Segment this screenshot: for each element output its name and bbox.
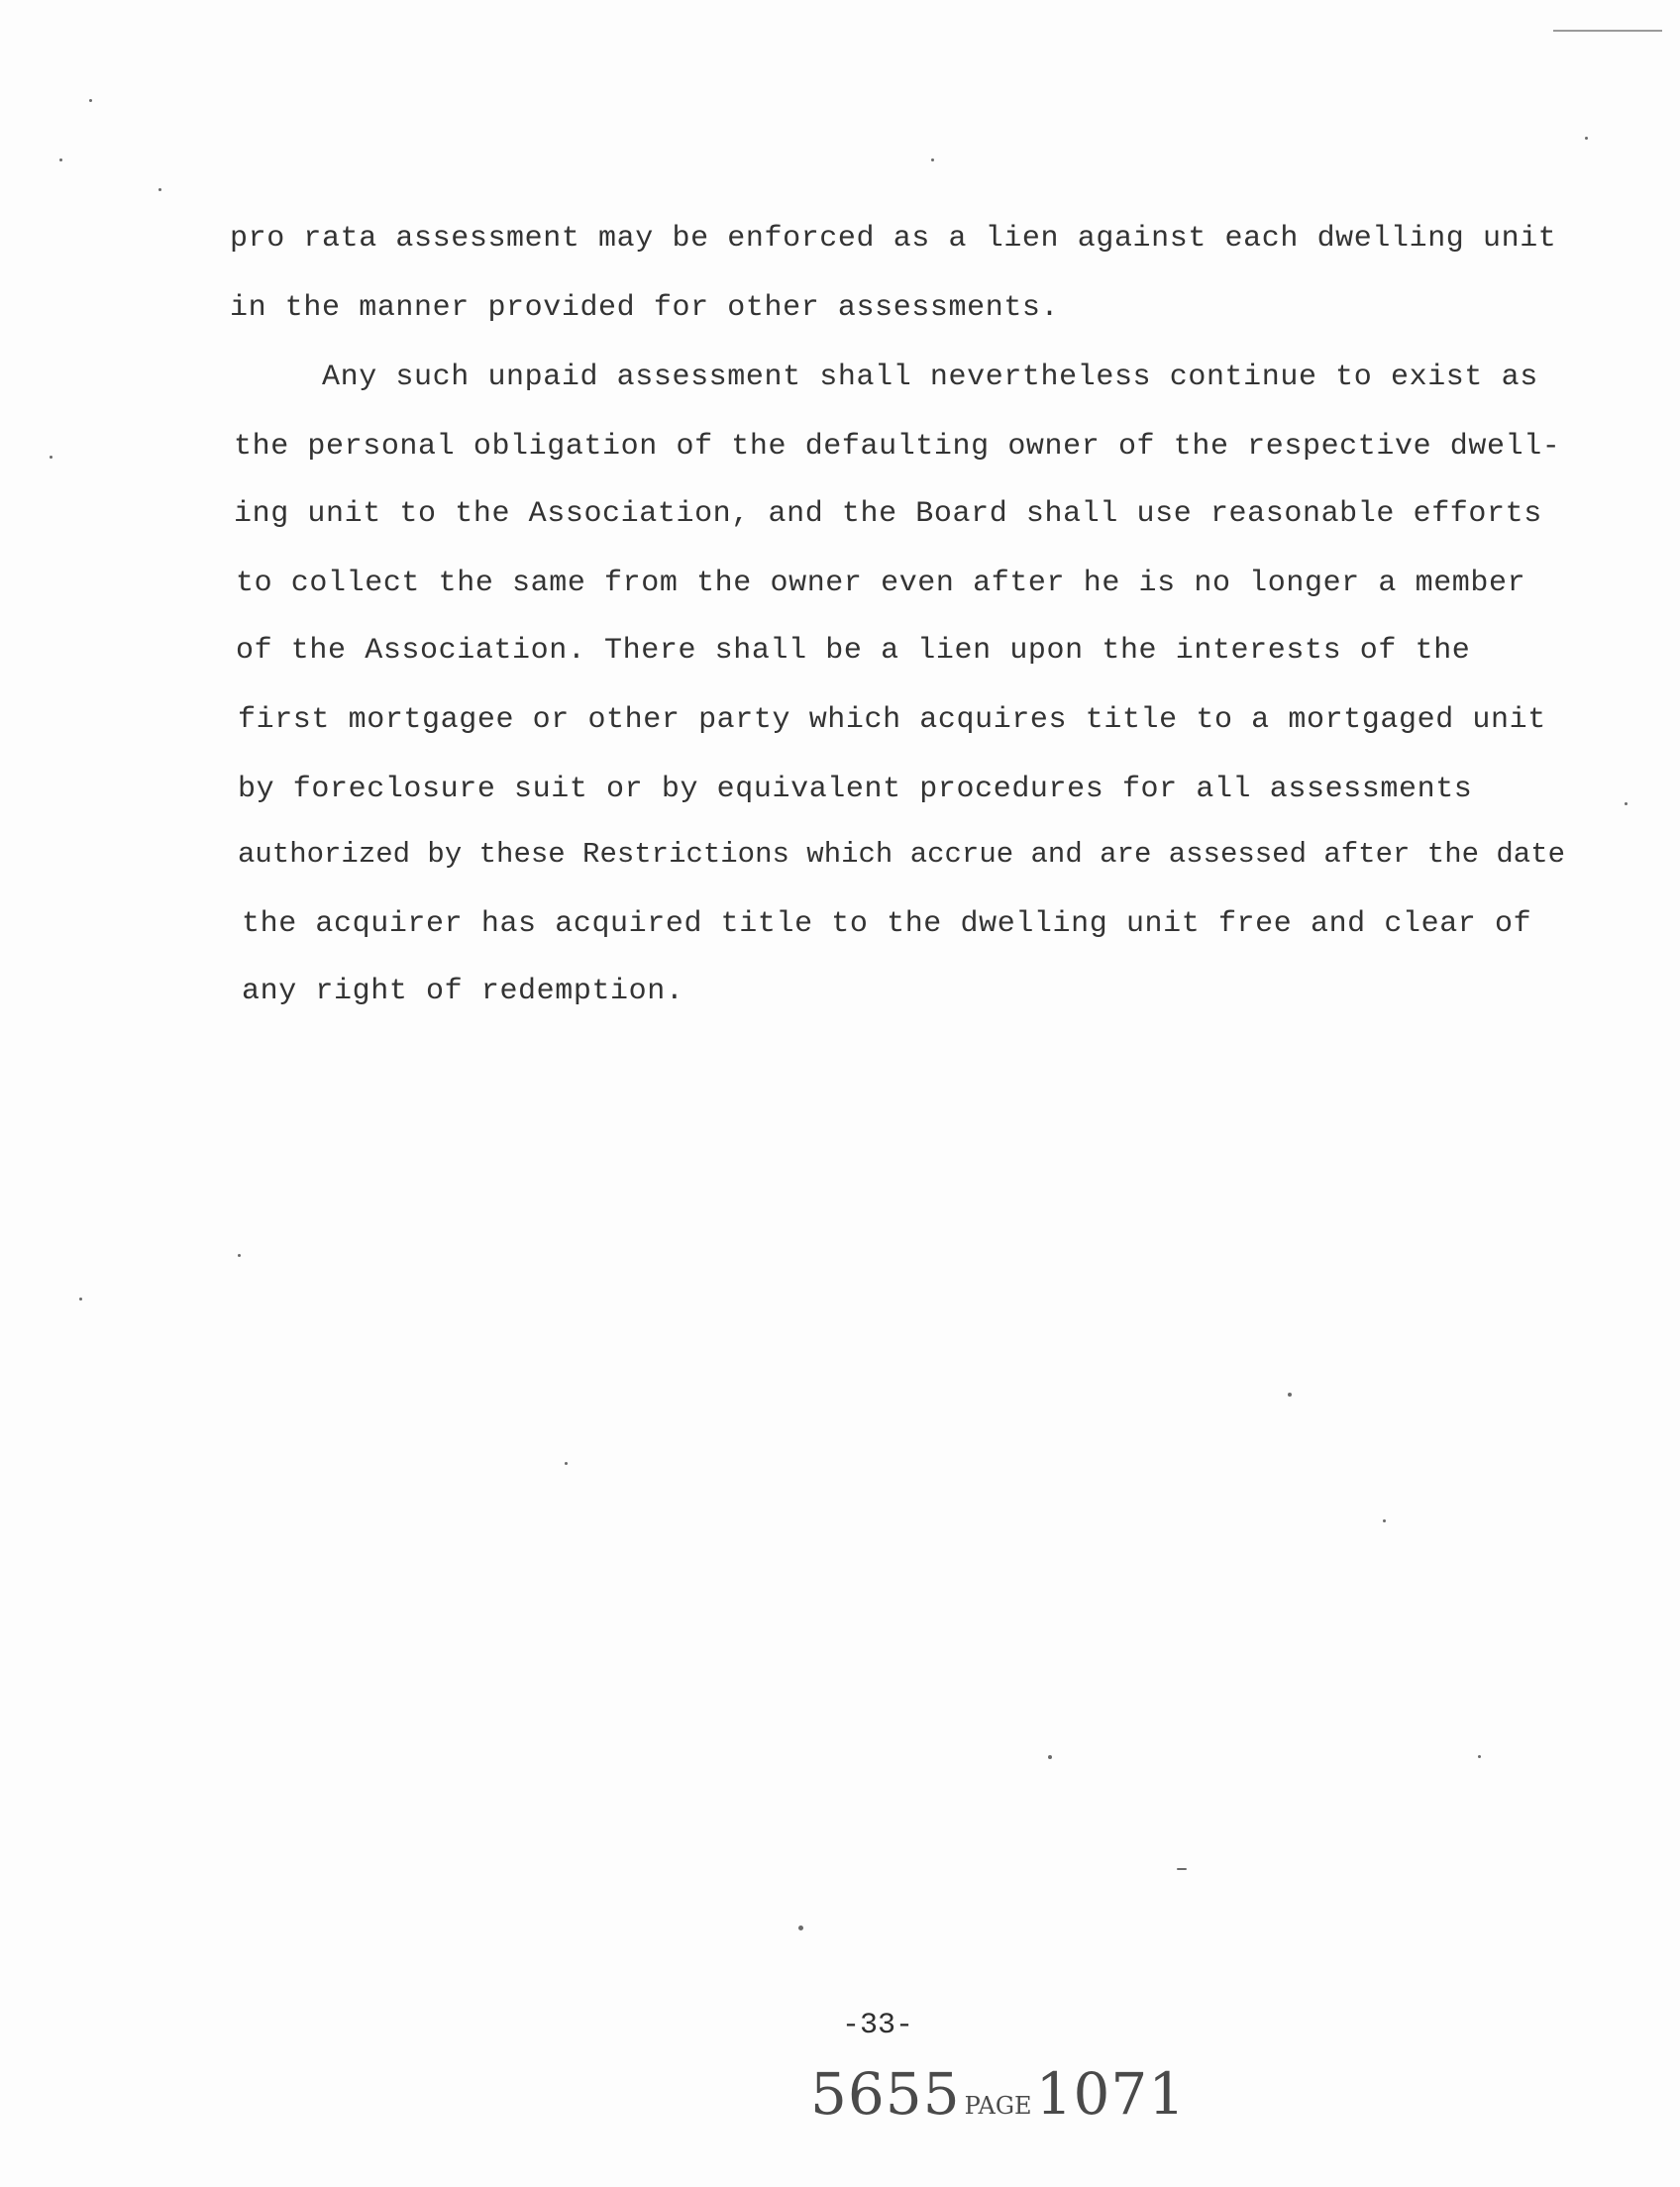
scan-speck (238, 1254, 241, 1257)
scan-speck (1288, 1393, 1292, 1397)
scan-speck (1585, 137, 1588, 140)
scan-speck (931, 158, 934, 161)
scan-speck (89, 99, 92, 102)
text-line-2: in the manner provided for other assessments. (230, 291, 1060, 325)
text-line-10: authorized by these Restrictions which accrue and are assessed after the date (238, 838, 1566, 871)
scan-speck (1383, 1519, 1386, 1522)
text-line-9: by foreclosure suit or by equivalent procedures for all assessments (238, 773, 1473, 806)
page-stamp-number: 1071 (1035, 2060, 1187, 2128)
book-page-label: PAGE (964, 2092, 1032, 2120)
book-page-stamp (810, 2060, 1186, 2128)
scan-speck (59, 158, 62, 161)
text-line-7: of the Association. There shall be a lien upon the interests of the (236, 634, 1471, 668)
scan-speck (50, 456, 52, 459)
scan-speck (1177, 1868, 1187, 1870)
text-line-6: to collect the same from the owner even after he is no longer a member (236, 567, 1526, 600)
text-line-1: pro rata assessment may be enforced as a lien against each dwelling unit (230, 222, 1557, 256)
page-number: -33- (842, 2009, 914, 2042)
corner-mark (1553, 30, 1662, 32)
book-number: 5655 (810, 2060, 961, 2128)
text-line-3: Any such unpaid assessment shall nevertheless continue to exist as (230, 361, 1538, 394)
scan-speck (1048, 1755, 1052, 1759)
text-line-4: the personal obligation of the defaulting owner of the respective dwell- (234, 430, 1561, 464)
scan-speck (79, 1298, 82, 1301)
scan-speck (1625, 802, 1628, 805)
scan-speck (1478, 1755, 1481, 1758)
scan-speck (158, 188, 161, 191)
text-line-11: the acquirer has acquired title to the dwelling unit free and clear of (242, 907, 1532, 941)
text-line-5: ing unit to the Association, and the Board shall use reasonable efforts (234, 497, 1542, 531)
scan-speck (798, 1926, 803, 1930)
text-line-12: any right of redemption. (242, 975, 684, 1008)
scan-speck (565, 1462, 568, 1465)
text-line-8: first mortgagee or other party which acquires title to a mortgaged unit (238, 703, 1546, 737)
